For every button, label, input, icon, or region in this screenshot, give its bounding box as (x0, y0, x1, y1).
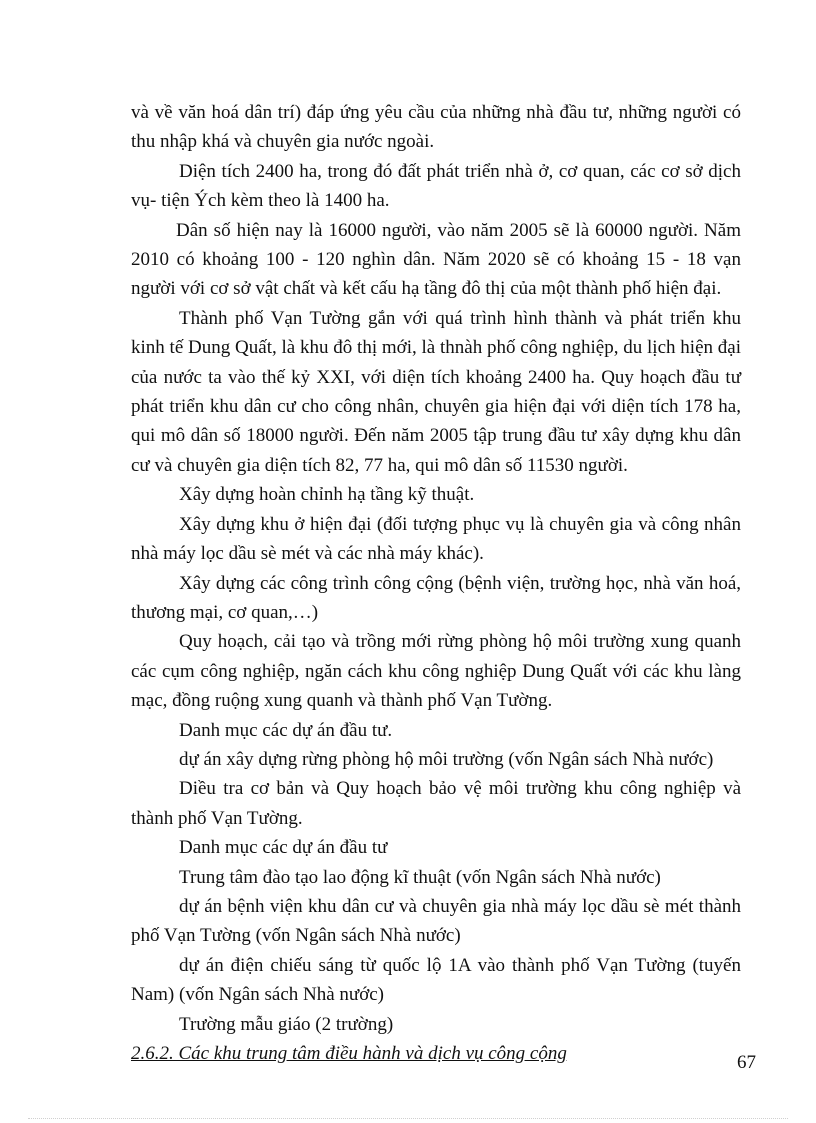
paragraph-hospital-project: dự án bệnh viện khu dân cư và chuyên gia nhà máy lọc dầu sè mét thành phố Vạn Tường (vốn Ngân sách Nhà nước) (131, 895, 741, 947)
section-heading: 2.6.2. Các khu trung tâm điều hành và dịch vụ công cộng (131, 1043, 567, 1064)
footer-divider (28, 1118, 788, 1119)
paragraph-project-list-heading: Danh mục các dự án đầu tư. (179, 719, 393, 741)
paragraph-continuation: và về văn hoá dân trí) đáp ứng yêu cầu của những nhà đầu tư, những người có thu nhập khá và chuyên gia nước ngoài. (131, 102, 741, 153)
paragraph-kindergarten: Trường mẫu giáo (2 trường) (179, 1013, 394, 1035)
paragraph-area: Diện tích 2400 ha, trong đó đất phát triển nhà ở, cơ quan, các cơ sở dịch vụ- tiện Ých kèm theo là 1400 ha. (131, 160, 741, 212)
paragraph-project-list-heading-2: Danh mục các dự án đầu tư (179, 837, 388, 859)
paragraph-protective-forest: Quy hoạch, cải tạo và trồng mới rừng phòng hộ môi trường xung quanh các cụm công nghiệp, ngăn cách khu công nghiệp Dung Quất với các khu làng mạc, đồng ruộng xung quanh và thành phố Vạn Tường. (131, 631, 741, 712)
paragraph-infrastructure: Xây dựng hoàn chỉnh hạ tầng kỹ thuật. (179, 484, 475, 506)
paragraph-population: Dân số hiện nay là 16000 người, vào năm 2005 sẽ là 60000 người. Năm 2010 có khoảng 100 - 120 nghìn dân. Năm 2020 sẽ có khoảng 15 - 18 vạn người với cơ sở vật chất và kết cấu hạ tầng đô thị của một thành phố hiện đại. (131, 219, 741, 300)
page-number: 67 (737, 1052, 756, 1073)
paragraph-residential: Xây dựng khu ở hiện đại (đối tượng phục vụ là chuyên gia và công nhân nhà máy lọc dầu sè mét và các nhà máy khác). (131, 513, 741, 565)
paragraph-forest-project: dự án xây dựng rừng phòng hộ môi trường (vốn Ngân sách Nhà nước) (179, 748, 714, 770)
paragraph-training-center: Trung tâm đào tạo lao động kĩ thuật (vốn Ngân sách Nhà nước) (179, 866, 661, 888)
paragraph-environment-survey: Diều tra cơ bản và Quy hoạch bảo vệ môi trường khu công nghiệp và thành phố Vạn Tường. (131, 778, 741, 829)
paragraph-van-tuong-city: Thành phố Vạn Tường gắn với quá trình hình thành và phát triển khu kinh tế Dung Quất, là khu đô thị mới, là thnàh phố công nghiệp, du lịch hiện đại của nước ta vào thế kỷ XXI, với diện tích khoảng 2400 ha. Quy hoạch đầu tư phát triển khu dân cư cho công nhân, chuyên gia hiện đại với diện tích 178 ha, qui mô dân số 18000 người. Đến năm 2005 tập trung đầu tư xây dựng khu dân cư và chuyên gia diện tích 82, 77 ha, qui mô dân số 11530 người. (131, 307, 741, 476)
page-body (131, 98, 741, 1068)
paragraph-public-works: Xây dựng các công trình công cộng (bệnh viện, trường học, nhà văn hoá, thương mại, cơ quan,…) (131, 572, 741, 623)
paragraph-lighting-project: dự án điện chiếu sáng từ quốc lộ 1A vào thành phố Vạn Tường (tuyến Nam) (vốn Ngân sách Nhà nước) (131, 954, 741, 1006)
